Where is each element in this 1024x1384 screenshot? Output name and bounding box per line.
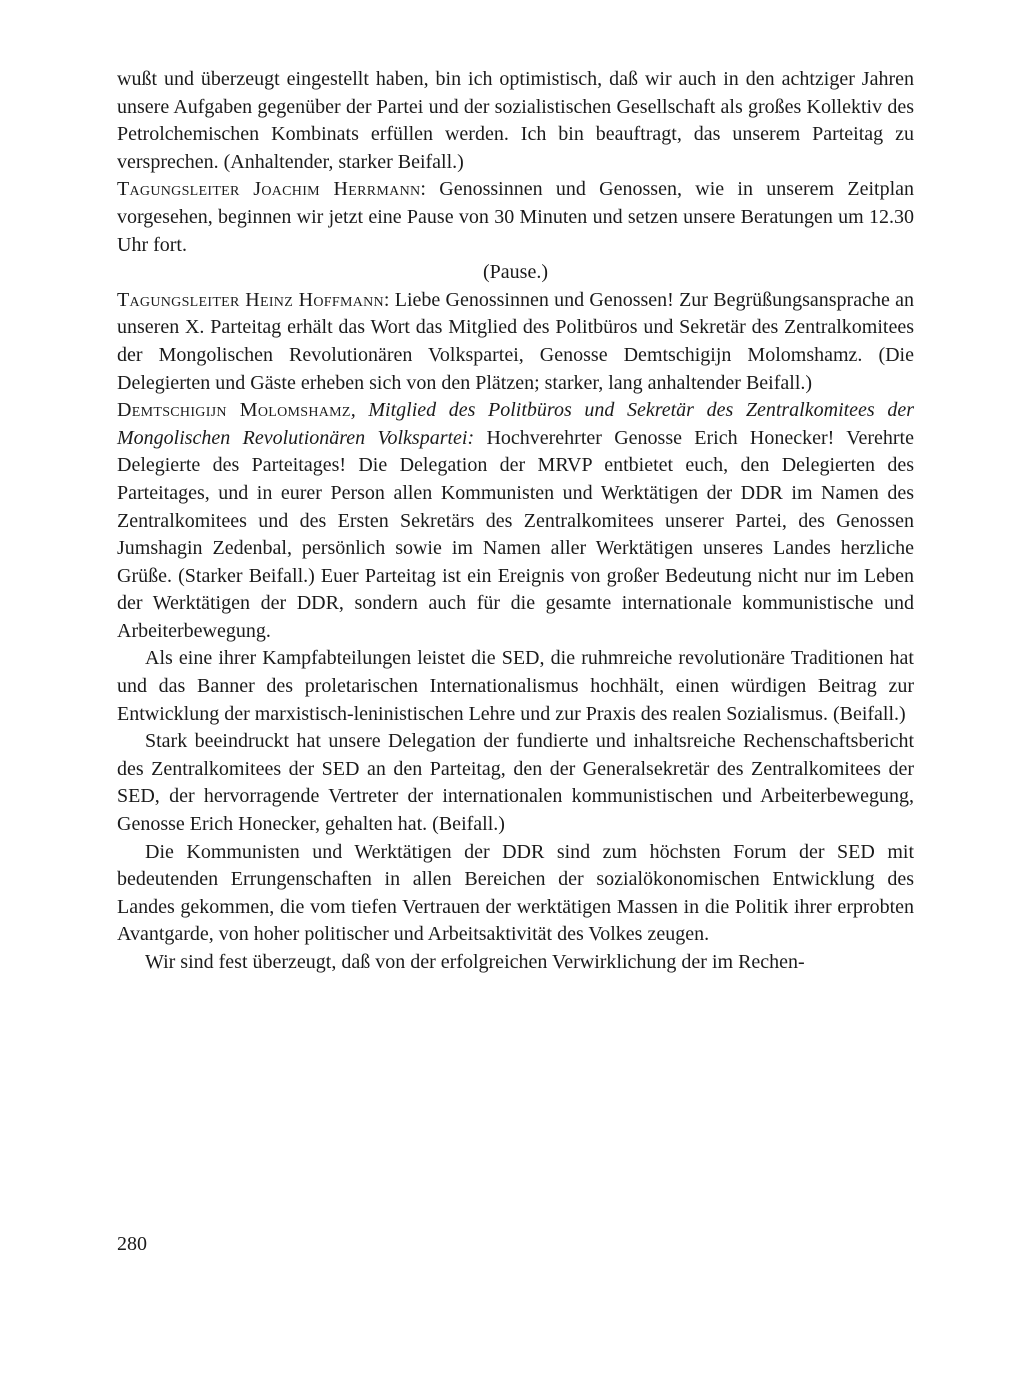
- speaker-name: Demtschigijn Molomshamz: [117, 399, 351, 422]
- paragraph-herrmann: [117, 176, 914, 259]
- document-page: [117, 66, 914, 977]
- paragraph-hoffmann: [117, 287, 914, 397]
- paragraph-ddr: Die Kommunisten und Werktätigen der DDR sind zum höchsten Forum der SED mit bedeutenden Errungenschaften in allen Bereichen der sozialökonomischen Entwicklung des Landes gekommen, die vom tiefen Vertrauen der werktätigen Massen in die Politik ihrer erprobten Avantgarde, von hoher politischer und Arbeitsaktivität des Volkes zeugen.: [117, 840, 914, 946]
- speech-text: : Liebe Genossinnen und Genossen! Zur Begrüßungsansprache an unseren X. Parteitag erhält das Wort das Mitglied des Politbüros und Sekretär des Zentralkomitees der Mongolischen Revolutionären Volkspartei, Genosse Demtschigijn Molomshamz. (Die Delegierten und Gäste erheben sich von den Plätzen; starker, lang anhaltender Beifall.): [117, 288, 914, 394]
- speaker-name: Tagungsleiter Heinz Hoffmann: [117, 288, 384, 311]
- speech-text: : Genossinnen und Genossen, wie in unserem Zeitplan vorgesehen, beginnen wir jetzt eine Pause von 30 Minuten und setzen unsere Beratungen um 12.30 Uhr fort.: [117, 178, 914, 256]
- paragraph-sed: Als eine ihrer Kampfabteilungen leistet die SED, die ruhmreiche revolutionäre Traditionen hat und das Banner des proletarischen Internationalismus hochhält, einen würdigen Beitrag zur Entwicklung der marxistisch-leninistischen Lehre und zur Praxis des realen Sozialismus. (Beifall.): [117, 647, 914, 725]
- paragraph-bericht: Stark beeindruckt hat unsere Delegation der fundierte und inhaltsreiche Rechenschaftsbericht des Zentralkomitees der SED an den Parteitag, den der Generalsekretär des Zentralkomitees der SED, der hervorragende Vertreter der internationalen kommunistischen und Arbeiterbewegung, Genosse Erich Honecker, gehalten hat. (Beifall.): [117, 730, 914, 836]
- speech-text: Hochverehrter Genosse Erich Honecker! Verehrte Delegierte des Parteitages! Die Delegation der MRVP entbietet euch, den Delegierten des Parteitages, und in eurer Person allen Kommunisten und Werktätigen der DDR im Namen des Zentralkomitees und des Ersten Sekretärs des Zentralkomitees unserer Partei, des Genossen Jumshagin Zedenbal, persönlich sowie im Namen aller Werktätigen unseres Landes herzliche Grüße. (Starker Beifall.) Euer Parteitag ist ein Ereignis von großer Bedeutung nicht nur im Leben der Werktätigen der DDR, sondern auch für die gesamte internationale kommunistische und Arbeiterbewegung.: [117, 426, 914, 642]
- speaker-name: Tagungsleiter Joachim Herrmann: [117, 178, 421, 201]
- paragraph-continuation: wußt und überzeugt eingestellt haben, bin ich optimistisch, daß wir auch in den achtziger Jahren unsere Aufgaben gegenüber der Partei und der sozialistischen Gesellschaft als großes Kollektiv des Petrolchemischen Kombinats erfüllen werden. Ich bin beauftragt, das unserem Parteitag zu versprechen. (Anhaltender, starker Beifall.): [117, 68, 914, 173]
- paragraph-last: Wir sind fest überzeugt, daß von der erfolgreichen Verwirklichung der im Rechen-: [145, 951, 805, 973]
- speaker-role: , Mitglied des Politbüros und Sekretär des Zentralkomitees der Mongolischen Revolutionären Volkspartei:: [117, 399, 914, 449]
- paragraph-molomshamz: [117, 397, 914, 645]
- page-number: 280: [117, 1233, 147, 1255]
- pause-note: (Pause.): [483, 261, 548, 284]
